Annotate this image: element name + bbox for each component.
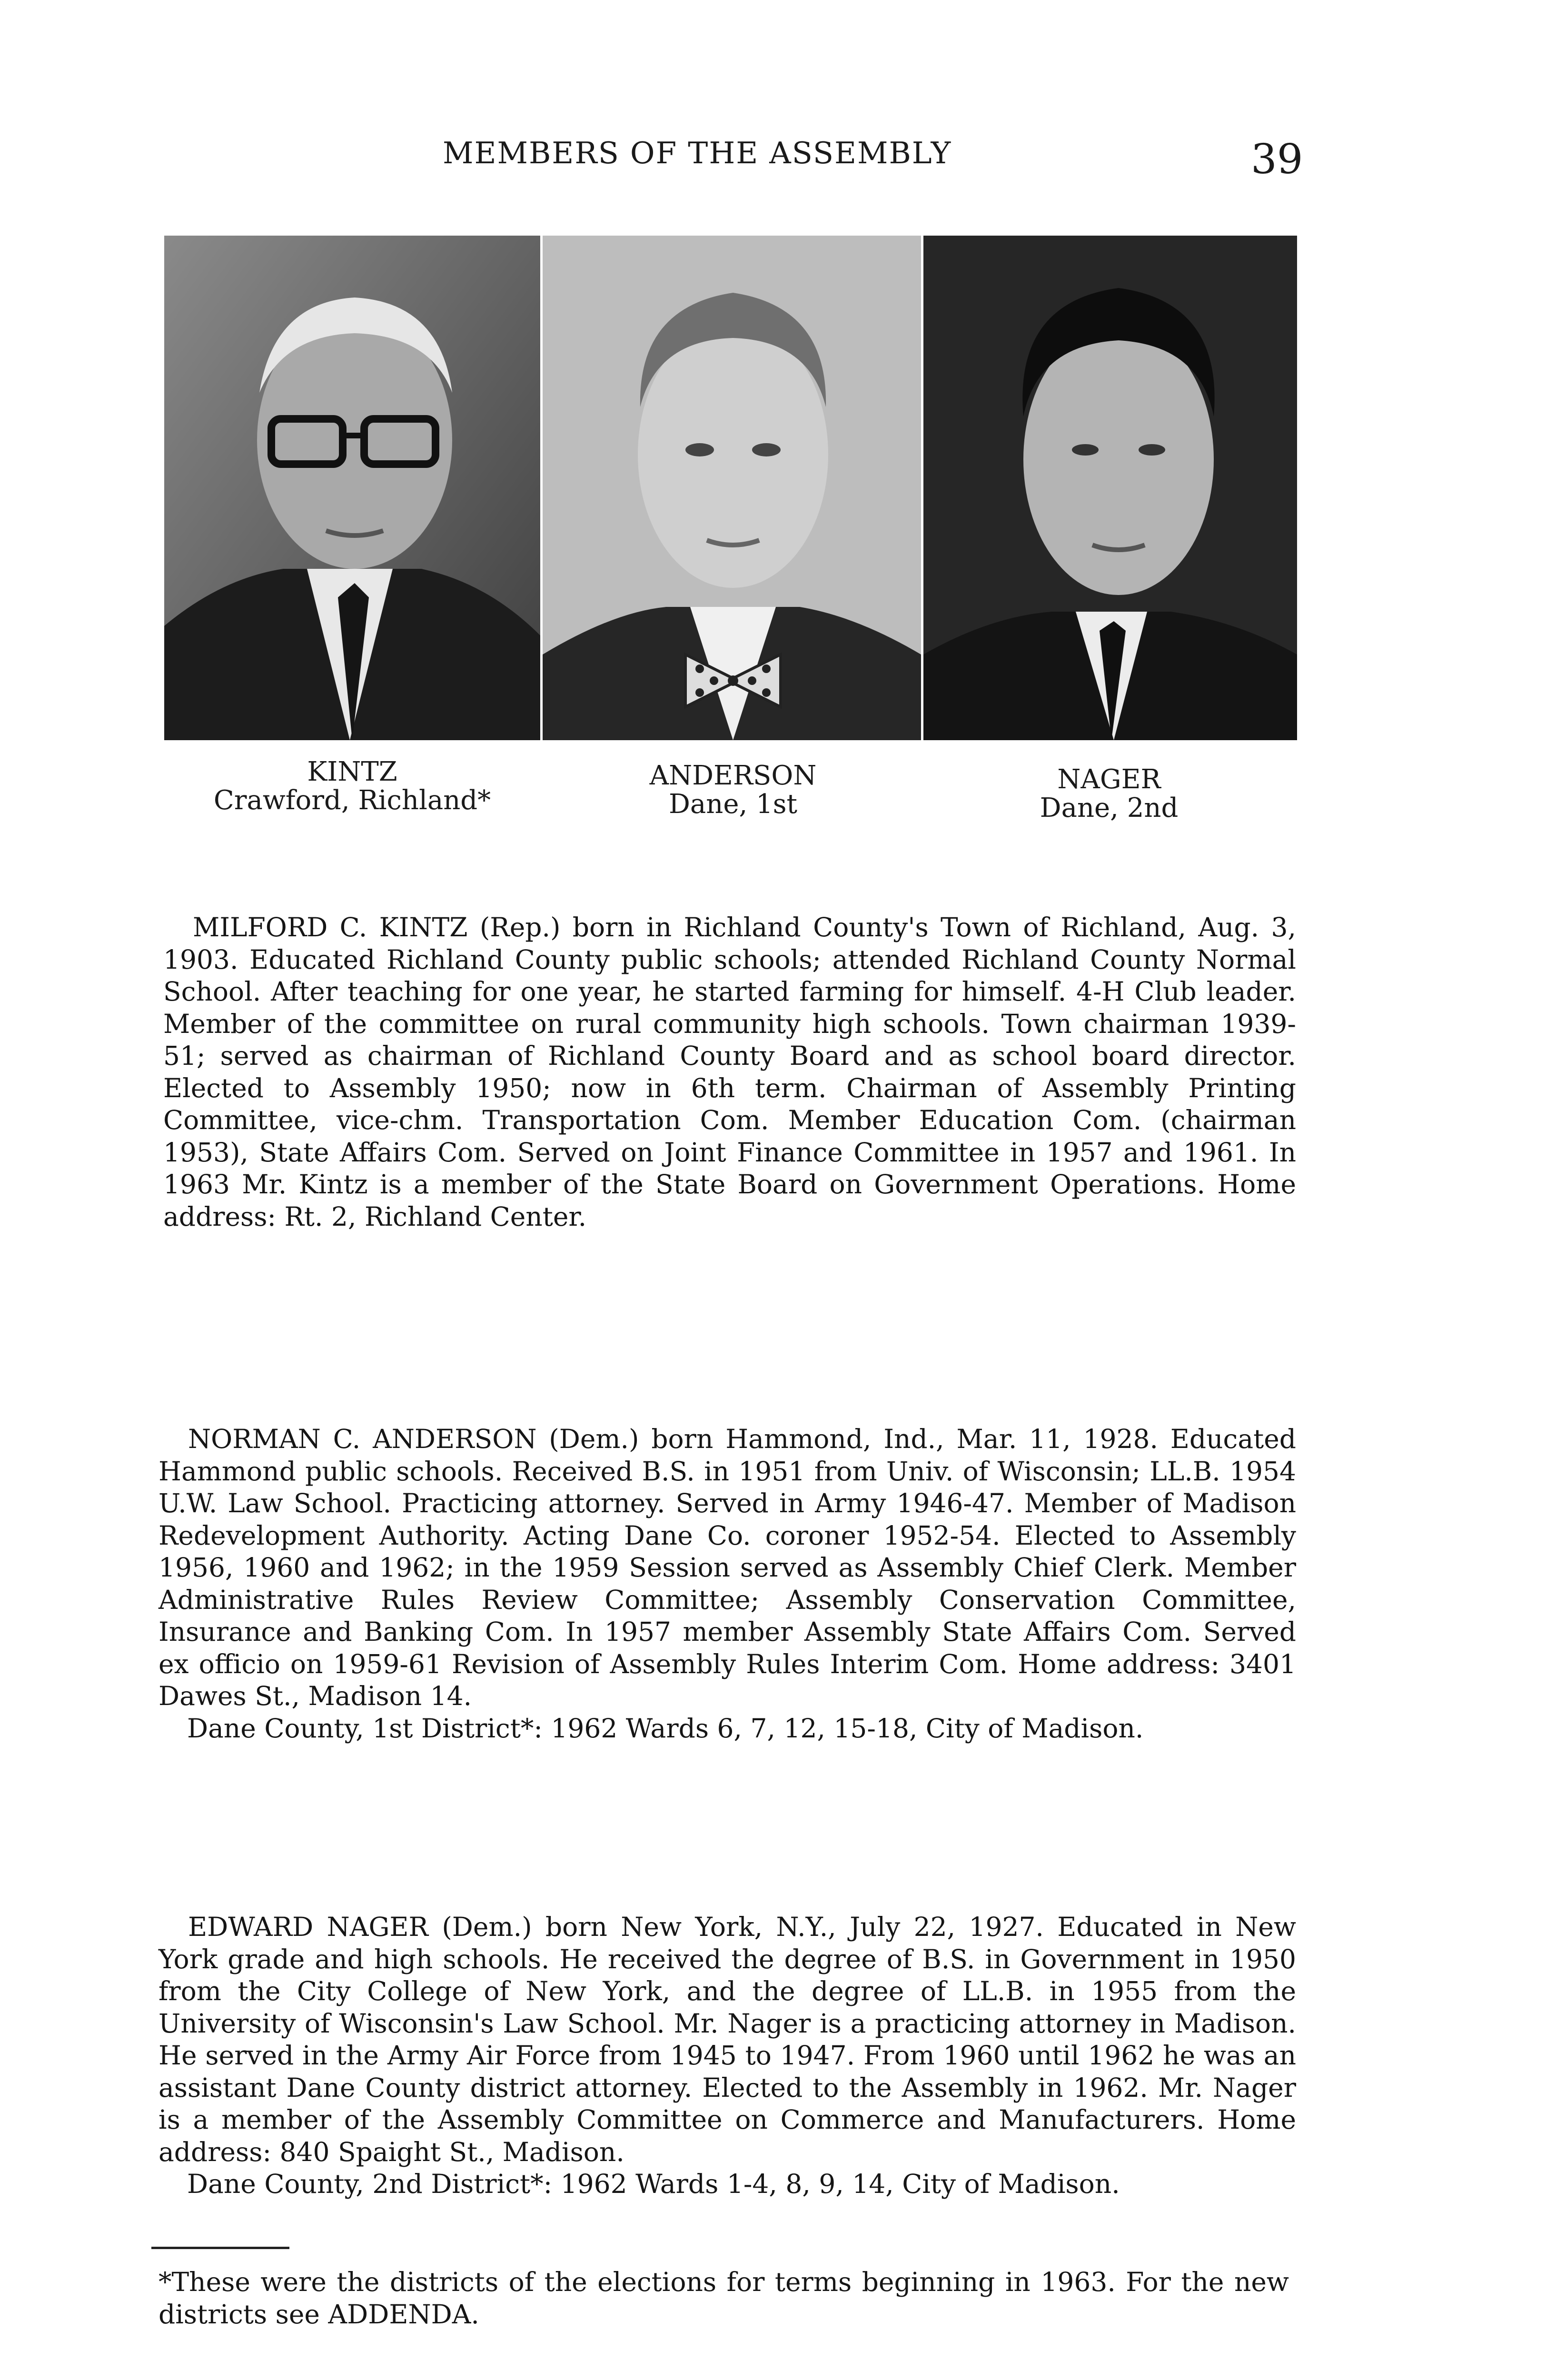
running-header: MEMBERS OF THE ASSEMBLY xyxy=(443,136,952,170)
caption-anderson xyxy=(566,762,900,819)
district-line: Dane County, 2nd District*: 1962 Wards 1-4, 8, 9, 14, City of Madison. xyxy=(187,2169,1120,2199)
caption-name: KINTZ xyxy=(307,756,397,787)
bio-paragraph: EDWARD NAGER (Dem.) born New York, N.Y., July 22, 1927. Educated in New York grade and high schools. He received the degree of B.S. in Government in 1950 from the City College of New York, and the degree of LL.B. in 1955 from the University of Wisconsin's Law School. Mr. Nager is a practicing attorney in Madison. He served in the Army Air Force from 1945 to 1947. From 1960 until 1962 he was an assistant Dane County district attorney. Elected to the Assembly in 1962. Mr. Nager is a member of the Assembly Committee on Commerce and Manufacturers. Home address: 840 Spaight St., Madison. xyxy=(159,1912,1296,2167)
caption-nager xyxy=(942,765,1276,823)
caption-district: Crawford, Richland* xyxy=(213,785,491,816)
caption-district: Dane, 1st xyxy=(669,789,797,820)
portrait-photo-nager xyxy=(923,236,1297,740)
page-number: 39 xyxy=(1251,136,1303,183)
bio-paragraph: NORMAN C. ANDERSON (Dem.) born Hammond, Ind., Mar. 11, 1928. Educated Hammond public schools. Received B.S. in 1951 from Univ. of Wisconsin; LL.B. 1954 U.W. Law School. Practicing attorney. Served in Army 1946-47. Member of Madison Redevelopment Authority. Acting Dane Co. coroner 1952-54. Elected to Assembly 1956, 1960 and 1962; in the 1959 Session served as Assembly Chief Clerk. Member Administrative Rules Review Committee; Assembly Conservation Committee, Insurance and Banking Com. In 1957 member Assembly State Affairs Com. Served ex officio on 1959-61 Revision of Assembly Rules Interim Com. Home address: 3401 Dawes St., Madison 14. xyxy=(159,1424,1296,1711)
caption-name: ANDERSON xyxy=(649,760,817,791)
bio-paragraph: MILFORD C. KINTZ (Rep.) born in Richland County's Town of Richland, Aug. 3, 1903. Educated Richland County public schools; attended Richland County Normal School. After teaching for one year, he started farming for himself. 4-H Club leader. Member of the committee on rural community high schools. Town chairman 1939-51; served as chairman of Richland County Board and as school board director. Elected to Assembly 1950; now in 6th term. Chairman of Assembly Printing Committee, vice-chm. Transportation Com. Member Education Com. (chairman 1953), State Affairs Com. Served on Joint Finance Committee in 1957 and 1961. In 1963 Mr. Kintz is a member of the State Board on Government Operations. Home address: Rt. 2, Richland Center. xyxy=(163,912,1296,1232)
portrait-photo-kintz xyxy=(164,236,540,740)
footnote-divider xyxy=(151,2247,289,2249)
caption-kintz xyxy=(186,758,519,815)
district-line: Dane County, 1st District*: 1962 Wards 6, 7, 12, 15-18, City of Madison. xyxy=(187,1713,1144,1744)
bio-anderson xyxy=(159,1423,1296,1745)
caption-district: Dane, 2nd xyxy=(1040,793,1179,823)
bio-kintz xyxy=(163,912,1296,1233)
bio-nager xyxy=(159,1911,1296,2201)
caption-name: NAGER xyxy=(1057,764,1161,795)
portrait-photo-anderson xyxy=(543,236,921,740)
footnote: *These were the districts of the elections for terms beginning in 1963. For the new districts see ADDENDA. xyxy=(159,2267,1289,2330)
